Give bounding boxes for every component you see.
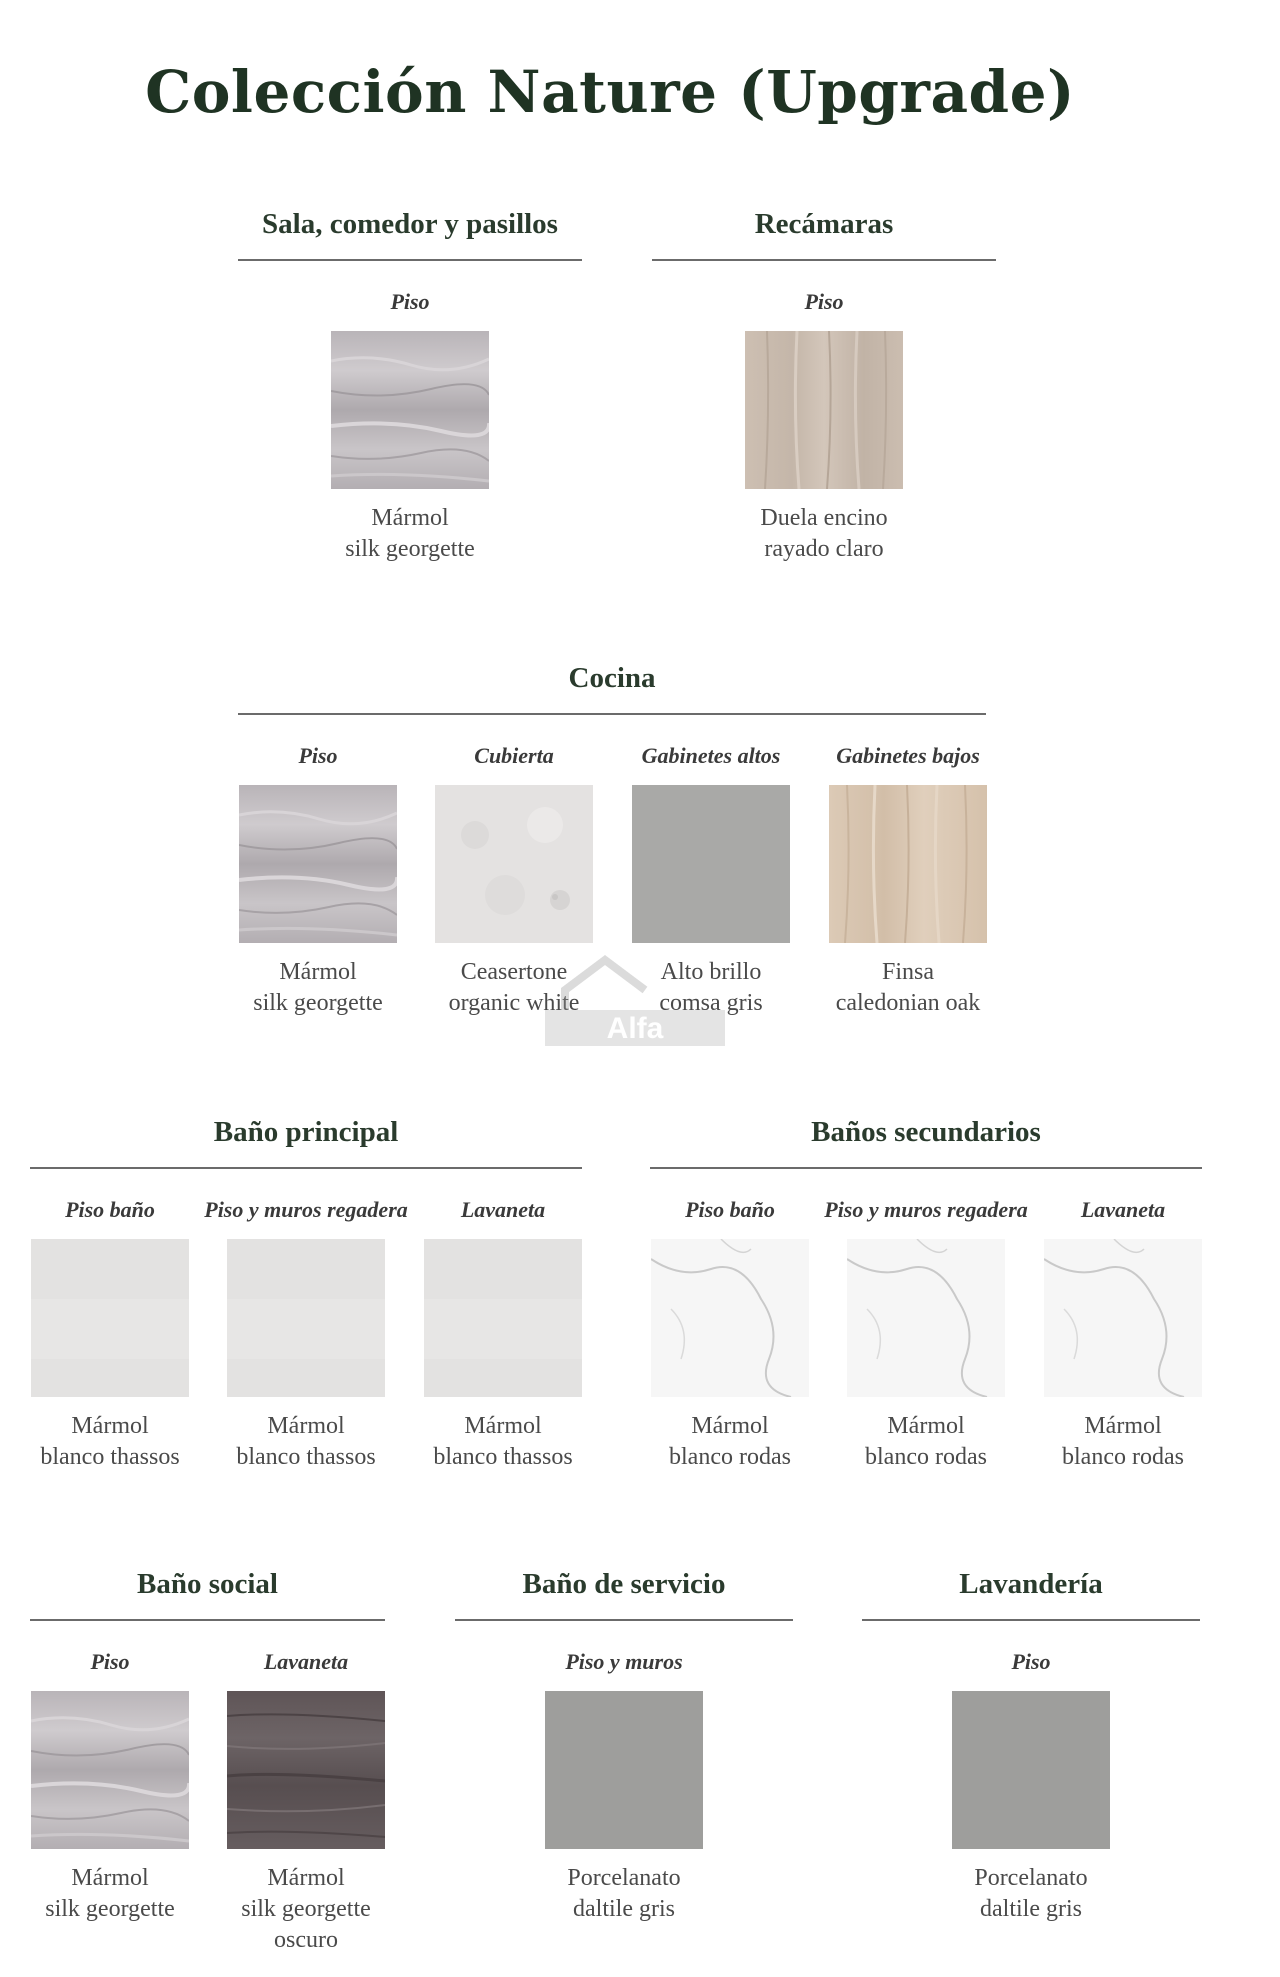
material-category: Piso [804,289,844,314]
material-swatch [424,1239,582,1397]
material-name: Porcelanato daltile gris [974,1865,1088,1922]
section-bano-social [30,1568,385,1961]
section-bano-principal [30,1116,582,1499]
section-bano-servicio [455,1568,793,1961]
section-heading: Lavandería [862,1568,1200,1621]
material-category: Piso y muros regadera [824,1197,1028,1222]
material-category: Piso y muros [565,1649,683,1674]
material-swatch [1044,1239,1202,1397]
material-name: Mármol silk georgette [345,505,475,562]
section-heading: Recámaras [652,208,996,261]
material-category: Cubierta [474,743,554,768]
material-swatch [331,331,489,489]
material-item [30,1195,190,1473]
material-name: Mármol blanco thassos [40,1413,180,1470]
material-name: Mármol blanco rodas [669,1413,791,1470]
material-name: Mármol blanco rodas [865,1413,987,1470]
section-sala [238,208,582,591]
watermark-text: Alfa [606,1012,664,1045]
material-name: Alto brillo comsa gris [659,959,763,1016]
material-item [824,1195,1028,1473]
material-name: Mármol silk georgette [253,959,383,1016]
material-item [828,741,988,1019]
material-item [744,287,904,565]
material-swatch [31,1691,189,1849]
material-category: Piso [90,1649,130,1674]
section-recamaras [652,208,996,591]
material-name: Ceasertone organic white [448,959,580,1016]
material-swatch [847,1239,1005,1397]
section-heading: Baño principal [30,1116,582,1169]
material-name: Mármol silk georgette [45,1865,175,1922]
material-swatch [227,1239,385,1397]
section-heading: Baño social [30,1568,385,1621]
material-item [330,287,490,565]
material-swatch [632,785,790,943]
material-category: Lavaneta [1080,1197,1166,1222]
material-name: Mármol blanco thassos [236,1413,376,1470]
material-name: Mármol blanco rodas [1062,1413,1184,1470]
material-category: Gabinetes bajos [836,743,980,768]
section-lavanderia [862,1568,1200,1961]
material-category: Lavaneta [263,1649,349,1674]
material-item [951,1647,1111,1925]
material-category: Lavaneta [460,1197,546,1222]
material-category: Piso baño [65,1197,155,1222]
material-name: Mármol blanco thassos [433,1413,573,1470]
section-banos-secundarios [650,1116,1202,1499]
material-name: Porcelanato daltile gris [567,1865,681,1922]
material-item [423,1195,583,1473]
material-item [650,1195,810,1473]
material-item [238,741,398,1019]
section-heading: Baños secundarios [650,1116,1202,1169]
material-swatch [31,1239,189,1397]
material-swatch [545,1691,703,1849]
material-swatch [745,331,903,489]
material-category: Piso baño [685,1197,775,1222]
material-category: Piso [298,743,338,768]
watermark-logo [545,950,725,1046]
material-swatch [829,785,987,943]
material-swatch [435,785,593,943]
material-category: Piso [390,289,430,314]
material-item [226,1647,386,1956]
page-title: Colección Nature (Upgrade) [145,58,1075,126]
material-name: Finsa caledonian oak [835,959,981,1016]
section-heading: Cocina [238,662,986,715]
material-item [1043,1195,1203,1473]
material-swatch [952,1691,1110,1849]
material-name: Mármol silk georgette oscuro [241,1865,371,1953]
material-category: Piso [1011,1649,1051,1674]
material-name: Duela encino rayado claro [760,505,888,562]
material-item [544,1647,704,1925]
material-category: Piso y muros regadera [204,1197,408,1222]
section-heading: Sala, comedor y pasillos [238,208,582,261]
material-swatch [227,1691,385,1849]
material-item [30,1647,190,1925]
material-category: Gabinetes altos [641,743,781,768]
material-swatch [239,785,397,943]
section-heading: Baño de servicio [455,1568,793,1621]
material-item [204,1195,408,1473]
material-swatch [651,1239,809,1397]
